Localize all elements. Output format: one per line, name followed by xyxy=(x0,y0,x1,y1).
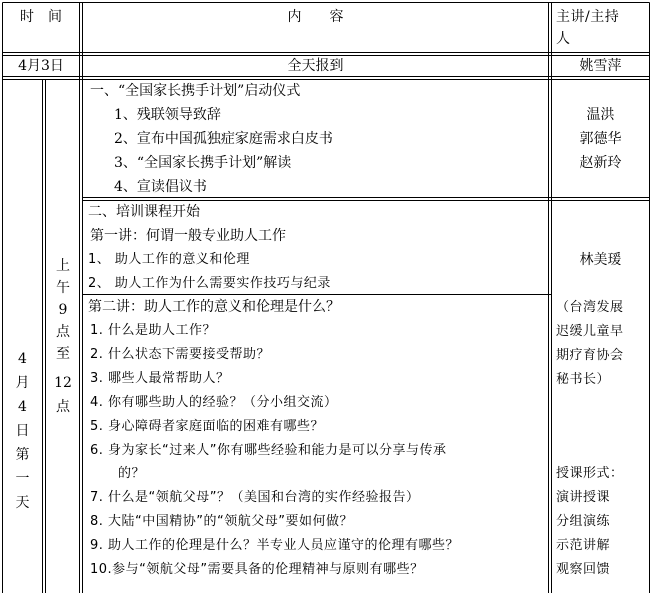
section1-speaker: 赵新玲 xyxy=(579,155,622,171)
day-label-char: 一 xyxy=(15,471,30,487)
apr3-content: 全天报到 xyxy=(287,58,344,74)
section1-item: 2、宣布中国孤独症家庭需求白皮书 xyxy=(114,131,333,147)
lecture2-item-continued: 的？ xyxy=(118,466,146,481)
section1-item: 4、宣读倡议书 xyxy=(114,179,207,195)
lecture1-item: 1、 助人工作的意义和伦理 xyxy=(88,252,250,267)
section1-speaker: 温洪 xyxy=(586,107,615,123)
section2-speaker-org: 迟缓儿童早 xyxy=(556,324,624,339)
lecture1-title: 第一讲：何谓一般专业助人工作 xyxy=(90,228,286,244)
day-label-char: 月 xyxy=(15,375,30,391)
section2-speaker-org: （台湾发展 xyxy=(556,300,624,315)
header-speaker-line2: 人 xyxy=(556,31,570,47)
date-apr3: 4月3日 xyxy=(18,58,64,74)
section2-speaker-name: 林美瑗 xyxy=(579,252,622,268)
format-item: 演讲授课 xyxy=(556,490,611,505)
session-time-char: 午 xyxy=(56,280,70,296)
header-speaker: 主讲/主持 xyxy=(556,9,620,25)
lecture2-item: 1. 什么是助人工作？ xyxy=(90,323,217,338)
session-time-char: 上 xyxy=(56,258,70,274)
section1-item: 3、“全国家长携手计划”解读 xyxy=(114,155,292,171)
lecture2-item: 10.参与“领航父母”需要具备的伦理精神与原则有哪些？ xyxy=(90,562,424,577)
lecture2-item: 6. 身为家长“过来人”你有哪些经验和能力是可以分享与传承 xyxy=(90,443,447,458)
lecture1-item: 2、 助人工作为什么需要实作技巧与纪录 xyxy=(88,276,331,291)
session-time-char: 12 xyxy=(54,375,72,391)
session-time-char: 至 xyxy=(56,346,70,362)
lecture2-item: 8. 大陆“中国精协”的“领航父母”要如何做？ xyxy=(90,514,353,529)
format-item: 示范讲解 xyxy=(556,538,611,553)
day-label-char: 日 xyxy=(15,423,30,439)
lecture2-item: 3. 哪些人最常帮助人？ xyxy=(90,371,230,386)
session-time-char: 9 xyxy=(58,302,68,318)
lecture2-item: 9. 助人工作的伦理是什么？半专业人员应谨守的伦理有哪些？ xyxy=(90,538,460,553)
section2-speaker-org: 期疗育协会 xyxy=(556,348,624,363)
section1-title: 一、“全国家长携手计划”启动仪式 xyxy=(90,83,301,99)
lecture2-item: 2. 什么状态下需要接受帮助？ xyxy=(90,347,271,362)
day-label-char: 4 xyxy=(18,351,27,367)
day-label-char: 4 xyxy=(18,399,27,415)
section1-speaker: 郭德华 xyxy=(579,131,622,147)
header-content: 内 容 xyxy=(287,9,344,25)
lecture2-title: 第二讲：助人工作的意义和伦理是什么？ xyxy=(88,299,340,315)
lecture2-item: 5. 身心障碍者家庭面临的困难有哪些？ xyxy=(90,419,325,434)
section1-item: 1、残联领导致辞 xyxy=(114,107,221,123)
session-time-char: 点 xyxy=(56,324,70,340)
section2-speaker-org: 秘书长） xyxy=(556,372,611,387)
apr3-speaker: 姚雪萍 xyxy=(579,58,622,74)
format-item: 分组演练 xyxy=(556,514,611,529)
lecture2-item: 4. 你有哪些助人的经验？（分小组交流） xyxy=(90,395,338,410)
format-item: 观察回馈 xyxy=(556,562,611,577)
header-time: 时 间 xyxy=(20,9,62,25)
section2-title: 二、培训课程开始 xyxy=(88,204,200,220)
day-label-char: 第 xyxy=(15,447,30,463)
session-time-char: 点 xyxy=(56,399,70,415)
format-title: 授课形式： xyxy=(556,466,624,481)
lecture2-item: 7. 什么是“领航父母”？（美国和台湾的实作经验报告） xyxy=(90,490,420,505)
day-label-char: 天 xyxy=(15,495,30,511)
